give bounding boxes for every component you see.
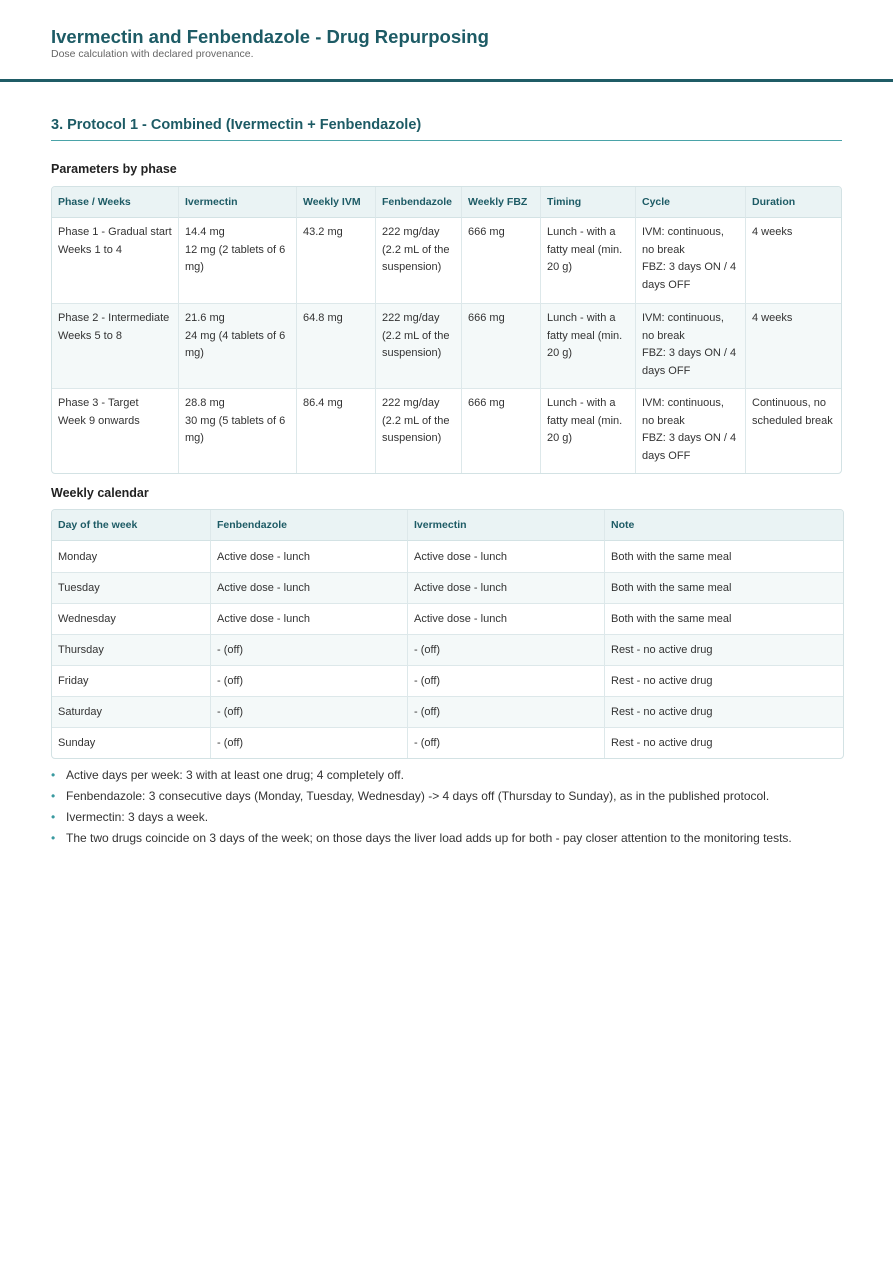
ivermectin-calculated: 21.6 mg: [185, 312, 225, 324]
ivermectin-calculated: 28.8 mg: [185, 397, 225, 409]
day-cell: Wednesday: [52, 603, 210, 634]
duration-cell: Continuous, no scheduled break: [745, 388, 841, 473]
list-item: [51, 767, 851, 788]
duration-cell: 4 weeks: [745, 303, 841, 388]
ivermectin-cell: - (off): [407, 696, 604, 727]
table-row: [52, 696, 843, 727]
ivermectin-cell: [178, 388, 296, 473]
phase-cell: [52, 218, 178, 303]
table-row: [52, 665, 843, 696]
ivermectin-tablets: 24 mg (4 tablets of 6 mg): [185, 329, 286, 359]
cycle-cell: [635, 388, 745, 473]
ivermectin-tablets: 12 mg (2 tablets of 6 mg): [185, 243, 286, 273]
fenbendazole-cell: - (off): [210, 665, 407, 696]
column-header: Phase / Weeks: [52, 187, 178, 218]
timing-cell: Lunch - with a fatty meal (min. 20 g): [540, 218, 635, 303]
bullet-icon: •: [51, 810, 56, 824]
ivermectin-cell: [178, 303, 296, 388]
cycle-ivm: IVM: continuous, no break: [642, 226, 724, 256]
ivermectin-cell: Active dose - lunch: [407, 572, 604, 603]
phase-weeks: Weeks 1 to 4: [58, 243, 122, 256]
fenbendazole-cell: - (off): [210, 696, 407, 727]
column-header: Fenbendazole: [210, 510, 407, 541]
fenbendazole-cell: 222 mg/day (2.2 mL of the suspension): [375, 218, 461, 303]
fenbendazole-cell: Active dose - lunch: [210, 541, 407, 572]
phases-table: [51, 186, 842, 474]
cycle-ivm: IVM: continuous, no break: [642, 312, 724, 342]
bullet-icon: •: [51, 831, 56, 845]
cycle-fbz: FBZ: 3 days ON / 4 days OFF: [642, 261, 737, 291]
weekly-ivm-cell: 64.8 mg: [296, 303, 375, 388]
note-cell: Rest - no active drug: [604, 727, 843, 758]
weekly-ivm-cell: 43.2 mg: [296, 218, 375, 303]
table-row: [52, 603, 843, 634]
column-header: Note: [604, 510, 843, 541]
day-cell: Monday: [58, 550, 98, 563]
note-text: Active days per week: 3 with at least one drug; 4 completely off.: [66, 768, 404, 782]
cycle-fbz: FBZ: 3 days ON / 4 days OFF: [642, 347, 737, 377]
section-title: 3. Protocol 1 - Combined (Ivermectin + Fenbendazole): [51, 117, 842, 141]
note-cell: Both with the same meal: [604, 572, 843, 603]
timing-cell: Lunch - with a fatty meal (min. 20 g): [540, 388, 635, 473]
column-header: Timing: [540, 187, 635, 218]
list-item: [51, 809, 851, 830]
list-item: [51, 788, 851, 809]
table-row: [52, 218, 841, 303]
table-row: [52, 572, 843, 603]
phase-weeks: Week 9 onwards: [58, 414, 140, 427]
weekly-fbz-cell: 666 mg: [461, 218, 540, 303]
weekly-fbz-cell: 666 mg: [461, 303, 540, 388]
document-title: Ivermectin and Fenbendazole - Drug Repurposing: [51, 26, 489, 47]
table-row: [52, 727, 843, 758]
note-cell: Both with the same meal: [604, 603, 843, 634]
document-subtitle: Dose calculation with declared provenance.: [51, 48, 254, 60]
table-row: [52, 303, 841, 388]
bullet-icon: •: [51, 768, 56, 782]
note-cell: Both with the same meal: [604, 541, 843, 572]
document-header: [0, 0, 893, 82]
list-item: [51, 830, 851, 851]
phase-name: Phase 3 - Target: [58, 397, 139, 409]
phases-header-row: [52, 187, 841, 218]
day-cell: Sunday: [52, 727, 210, 758]
ivermectin-cell: Active dose - lunch: [407, 603, 604, 634]
timing-cell: Lunch - with a fatty meal (min. 20 g): [540, 303, 635, 388]
note-cell: Rest - no active drug: [604, 665, 843, 696]
day-cell: Tuesday: [52, 572, 210, 603]
fenbendazole-cell: - (off): [210, 634, 407, 665]
table-row: [52, 388, 841, 473]
column-header: Weekly IVM: [296, 187, 375, 218]
fenbendazole-cell: - (off): [210, 727, 407, 758]
phase-name: Phase 1 - Gradual start: [58, 226, 172, 238]
note-cell: Rest - no active drug: [604, 634, 843, 665]
fenbendazole-cell: Active dose - lunch: [210, 572, 407, 603]
table-row: [52, 541, 843, 572]
phase-name: Phase 2 - Intermediate: [58, 312, 170, 324]
cycle-fbz: FBZ: 3 days ON / 4 days OFF: [642, 432, 737, 462]
calendar-header-row: [52, 510, 843, 541]
ivermectin-cell: Active dose - lunch: [407, 541, 604, 572]
column-header: Weekly FBZ: [461, 187, 540, 218]
ivermectin-cell: - (off): [407, 665, 604, 696]
note-text: Ivermectin: 3 days a week.: [66, 810, 209, 824]
column-header: Fenbendazole: [375, 187, 461, 218]
weekly-calendar-table: [51, 509, 844, 759]
cycle-cell: [635, 218, 745, 303]
fenbendazole-cell: Active dose - lunch: [210, 603, 407, 634]
phase-cell: [52, 303, 178, 388]
phase-cell: [52, 388, 178, 473]
column-header: Cycle: [635, 187, 745, 218]
day-cell: Friday: [52, 665, 210, 696]
cycle-cell: [635, 303, 745, 388]
column-header: Duration: [745, 187, 841, 218]
ivermectin-cell: - (off): [407, 727, 604, 758]
column-header: Day of the week: [52, 510, 210, 541]
fenbendazole-cell: 222 mg/day (2.2 mL of the suspension): [375, 388, 461, 473]
day-cell: Saturday: [52, 696, 210, 727]
ivermectin-cell: - (off): [407, 634, 604, 665]
ivermectin-calculated: 14.4 mg: [185, 226, 225, 238]
note-text: Fenbendazole: 3 consecutive days (Monday, Tuesday, Wednesday) -> 4 days off (Thursday to Sunday), as in the published protocol.: [66, 789, 770, 803]
notes-list: [51, 767, 851, 851]
weekly-fbz-cell: 666 mg: [461, 388, 540, 473]
duration-cell: 4 weeks: [745, 218, 841, 303]
phases-table-title: Parameters by phase: [51, 162, 177, 176]
cycle-ivm: IVM: continuous, no break: [642, 397, 724, 427]
column-header: Ivermectin: [407, 510, 604, 541]
calendar-table-title: Weekly calendar: [51, 486, 149, 500]
fenbendazole-cell: 222 mg/day (2.2 mL of the suspension): [375, 303, 461, 388]
phase-weeks: Weeks 5 to 8: [58, 329, 122, 342]
bullet-icon: •: [51, 789, 56, 803]
weekly-ivm-cell: 86.4 mg: [296, 388, 375, 473]
day-cell: Thursday: [52, 634, 210, 665]
ivermectin-cell: [178, 218, 296, 303]
ivermectin-tablets: 30 mg (5 tablets of 6 mg): [185, 414, 286, 444]
note-text: The two drugs coincide on 3 days of the week; on those days the liver load adds up for both - pay closer attention to the monitoring tests.: [66, 831, 792, 845]
column-header: Ivermectin: [178, 187, 296, 218]
note-cell: Rest - no active drug: [604, 696, 843, 727]
table-row: [52, 634, 843, 665]
